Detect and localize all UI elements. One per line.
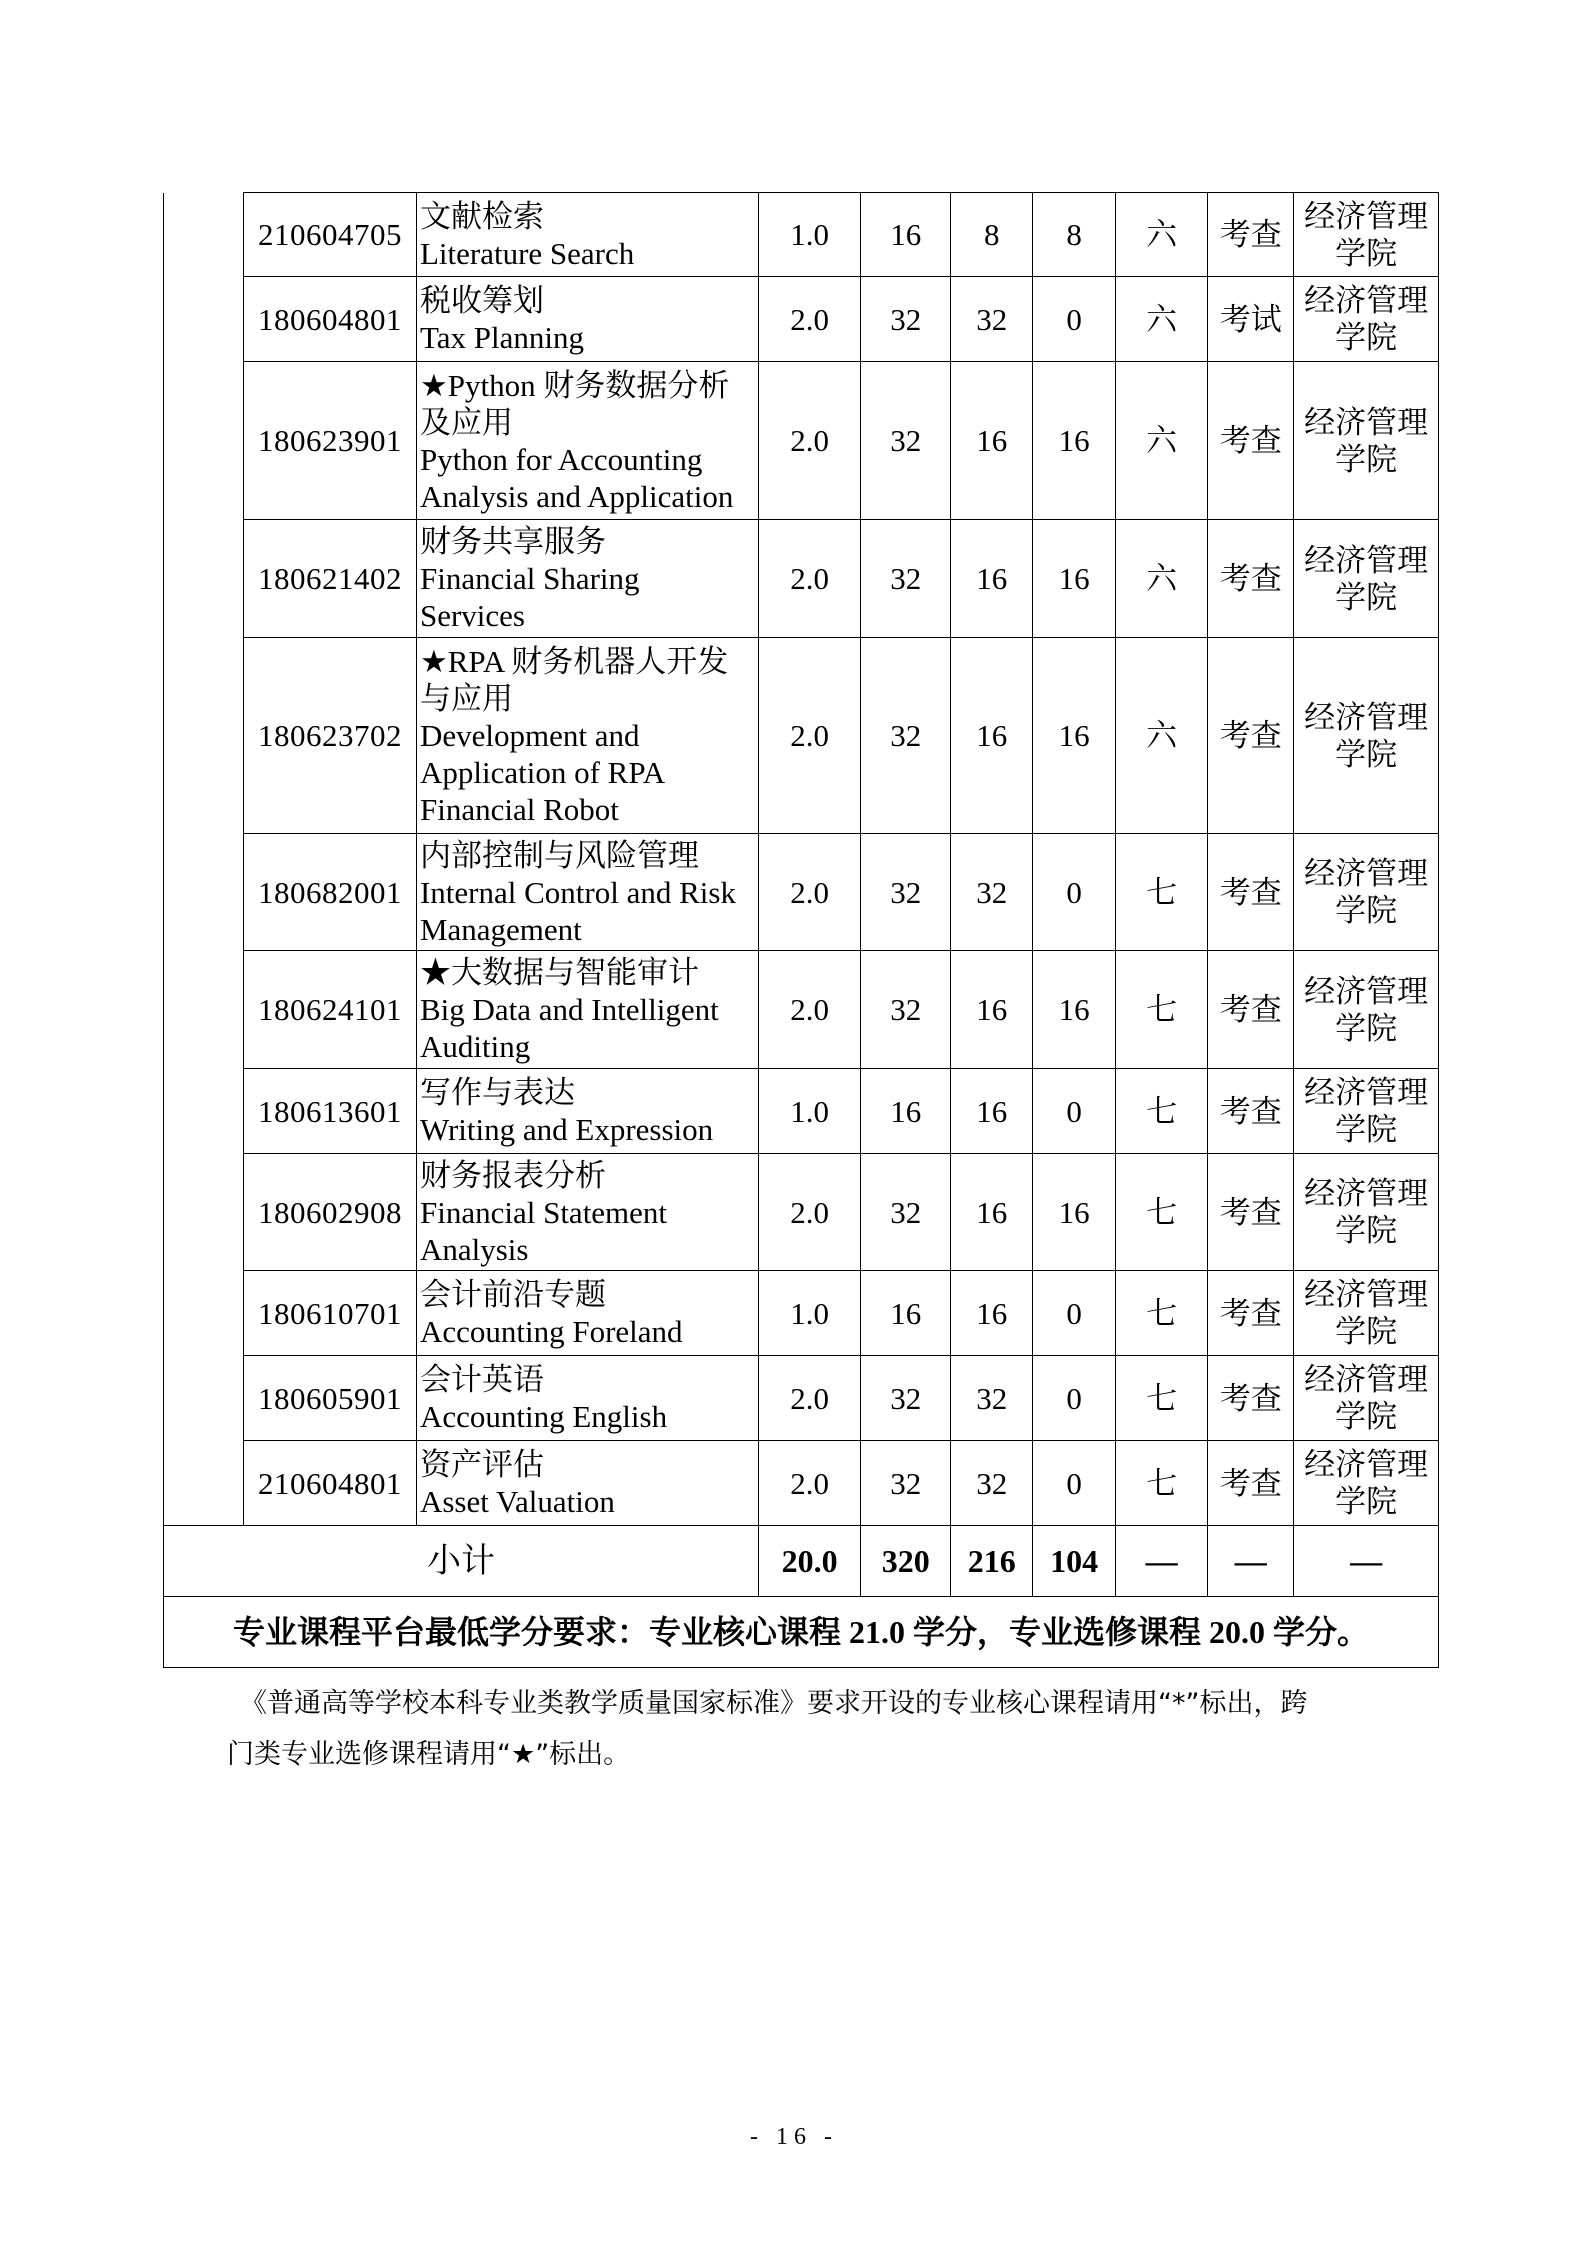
course-lecture-hours: 32 bbox=[951, 277, 1033, 362]
course-name-en: Financial Robot bbox=[419, 792, 619, 827]
course-assessment: 考试 bbox=[1208, 277, 1294, 362]
course-name-en: Application of RPA bbox=[419, 755, 666, 790]
course-department: 经济管理 学院 bbox=[1294, 638, 1439, 834]
course-assessment: 考查 bbox=[1208, 638, 1294, 834]
course-hours: 16 bbox=[861, 1069, 951, 1154]
course-practice-hours: 16 bbox=[1033, 362, 1116, 520]
course-name-en: Python for Accounting bbox=[419, 441, 703, 477]
course-name-cn: 税收筹划 bbox=[419, 283, 544, 318]
course-hours: 32 bbox=[861, 951, 951, 1069]
course-code: 180613601 bbox=[243, 1069, 416, 1154]
course-name-en: Tax Planning bbox=[419, 320, 584, 355]
course-name bbox=[416, 1271, 758, 1356]
course-code: 210604801 bbox=[243, 1441, 416, 1526]
course-credits: 1.0 bbox=[758, 1069, 860, 1154]
course-name bbox=[416, 1069, 758, 1154]
course-name bbox=[416, 1441, 758, 1526]
course-department: 经济管理 学院 bbox=[1294, 1441, 1439, 1526]
course-semester: 七 bbox=[1116, 1356, 1208, 1441]
course-code: 180682001 bbox=[243, 834, 416, 951]
course-department: 经济管理 学院 bbox=[1294, 520, 1439, 638]
course-name-en: Analysis bbox=[419, 1231, 529, 1267]
course-credits: 2.0 bbox=[758, 362, 860, 520]
subtotal-department: — bbox=[1294, 1526, 1439, 1597]
course-department: 经济管理 学院 bbox=[1294, 951, 1439, 1069]
course-practice-hours: 0 bbox=[1033, 277, 1116, 362]
course-name bbox=[416, 834, 758, 951]
course-assessment: 考查 bbox=[1208, 1069, 1294, 1154]
course-practice-hours: 16 bbox=[1033, 520, 1116, 638]
course-hours: 32 bbox=[861, 1356, 951, 1441]
course-name bbox=[416, 520, 758, 638]
credit-requirement: 专业课程平台最低学分要求：专业核心课程 21.0 学分，专业选修课程 20.0 学分。 bbox=[164, 1597, 1439, 1668]
table-row bbox=[164, 520, 1439, 638]
course-credits: 2.0 bbox=[758, 1441, 860, 1526]
course-code: 180623901 bbox=[243, 362, 416, 520]
requirement-row bbox=[164, 1597, 1439, 1668]
course-code: 180610701 bbox=[243, 1271, 416, 1356]
course-hours: 16 bbox=[861, 1271, 951, 1356]
course-name bbox=[416, 277, 758, 362]
course-assessment: 考查 bbox=[1208, 362, 1294, 520]
course-name-cn: 会计英语 bbox=[419, 1362, 544, 1397]
table-row bbox=[164, 951, 1439, 1069]
table-row bbox=[164, 362, 1439, 520]
table-row bbox=[164, 1271, 1439, 1356]
course-name-en: Services bbox=[419, 598, 525, 633]
course-credits: 2.0 bbox=[758, 520, 860, 638]
course-name bbox=[416, 1154, 758, 1271]
course-name-en: Internal Control and Risk bbox=[419, 874, 736, 910]
course-hours: 32 bbox=[861, 638, 951, 834]
course-credits: 2.0 bbox=[758, 951, 860, 1069]
course-department: 经济管理 学院 bbox=[1294, 1154, 1439, 1271]
course-lecture-hours: 32 bbox=[951, 1356, 1033, 1441]
course-practice-hours: 0 bbox=[1033, 1356, 1116, 1441]
table-row bbox=[164, 1069, 1439, 1154]
course-credits: 1.0 bbox=[758, 193, 860, 277]
course-credits: 2.0 bbox=[758, 1154, 860, 1271]
course-code: 180624101 bbox=[243, 951, 416, 1069]
course-department: 经济管理 学院 bbox=[1294, 1271, 1439, 1356]
course-name-cn: ★大数据与智能审计 bbox=[419, 955, 699, 990]
course-semester: 六 bbox=[1116, 362, 1208, 520]
course-name bbox=[416, 1356, 758, 1441]
course-practice-hours: 8 bbox=[1033, 193, 1116, 277]
course-table-body bbox=[164, 193, 1439, 1668]
course-name-en: Big Data and Intelligent bbox=[419, 992, 719, 1027]
course-table bbox=[163, 192, 1439, 1668]
table-row bbox=[164, 638, 1439, 834]
course-assessment: 考查 bbox=[1208, 193, 1294, 277]
course-code: 180604801 bbox=[243, 277, 416, 362]
course-department: 经济管理 学院 bbox=[1294, 1069, 1439, 1154]
course-name-en: Accounting English bbox=[419, 1399, 668, 1434]
course-name-en: Financial Statement bbox=[419, 1194, 668, 1230]
course-practice-hours: 0 bbox=[1033, 1441, 1116, 1526]
subtotal-practice-hours: 104 bbox=[1033, 1526, 1116, 1597]
table-row bbox=[164, 1441, 1439, 1526]
course-practice-hours: 16 bbox=[1033, 1154, 1116, 1271]
course-department: 经济管理 学院 bbox=[1294, 193, 1439, 277]
course-hours: 32 bbox=[861, 520, 951, 638]
course-lecture-hours: 16 bbox=[951, 1271, 1033, 1356]
course-name-en: Asset Valuation bbox=[419, 1484, 615, 1519]
course-department: 经济管理 学院 bbox=[1294, 277, 1439, 362]
table-row bbox=[164, 1154, 1439, 1271]
course-practice-hours: 0 bbox=[1033, 1069, 1116, 1154]
course-name-en: Financial Sharing bbox=[419, 561, 640, 596]
course-lecture-hours: 32 bbox=[951, 834, 1033, 951]
table-row bbox=[164, 193, 1439, 277]
subtotal-semester: — bbox=[1116, 1526, 1208, 1597]
course-name-cn: 资产评估 bbox=[419, 1447, 544, 1482]
course-lecture-hours: 16 bbox=[951, 638, 1033, 834]
course-semester: 六 bbox=[1116, 520, 1208, 638]
course-name bbox=[416, 951, 758, 1069]
course-assessment: 考查 bbox=[1208, 951, 1294, 1069]
course-practice-hours: 16 bbox=[1033, 638, 1116, 834]
course-semester: 七 bbox=[1116, 1069, 1208, 1154]
subtotal-credits: 20.0 bbox=[758, 1526, 860, 1597]
course-lecture-hours: 16 bbox=[951, 1069, 1033, 1154]
course-name-cn-cont: 与应用 bbox=[419, 681, 513, 716]
course-name-en: Management bbox=[419, 911, 582, 947]
subtotal-row bbox=[164, 1526, 1439, 1597]
course-code: 210604705 bbox=[243, 193, 416, 277]
course-credits: 2.0 bbox=[758, 1356, 860, 1441]
course-code: 180623702 bbox=[243, 638, 416, 834]
course-name-en: Development and bbox=[419, 718, 640, 753]
course-credits: 2.0 bbox=[758, 638, 860, 834]
course-lecture-hours: 16 bbox=[951, 520, 1033, 638]
course-department: 经济管理 学院 bbox=[1294, 362, 1439, 520]
course-lecture-hours: 16 bbox=[951, 1154, 1033, 1271]
course-department: 经济管理 学院 bbox=[1294, 834, 1439, 951]
footnote-line-2: 门类专业选修课程请用“★”标出。 bbox=[227, 1739, 631, 1770]
course-hours: 16 bbox=[861, 193, 951, 277]
course-hours: 32 bbox=[861, 1154, 951, 1271]
course-practice-hours: 0 bbox=[1033, 834, 1116, 951]
course-name-en: Analysis and Application bbox=[419, 478, 734, 514]
course-assessment: 考查 bbox=[1208, 1154, 1294, 1271]
course-assessment: 考查 bbox=[1208, 1356, 1294, 1441]
course-name-en: Auditing bbox=[419, 1029, 531, 1064]
footnote-line-1: 《普通高等学校本科专业类教学质量国家标准》要求开设的专业核心课程请用“*”标出，跨 bbox=[240, 1688, 1308, 1719]
course-name-cn: ★Python 财务数据分析 bbox=[419, 367, 730, 403]
course-name-cn: 写作与表达 bbox=[419, 1075, 575, 1110]
course-name-en: Literature Search bbox=[419, 235, 635, 271]
course-hours: 32 bbox=[861, 1441, 951, 1526]
course-name bbox=[416, 193, 758, 277]
course-assessment: 考查 bbox=[1208, 1271, 1294, 1356]
course-assessment: 考查 bbox=[1208, 834, 1294, 951]
course-code: 180605901 bbox=[243, 1356, 416, 1441]
table-row bbox=[164, 1356, 1439, 1441]
course-name-cn: 财务报表分析 bbox=[419, 1157, 606, 1193]
course-assessment: 考查 bbox=[1208, 1441, 1294, 1526]
course-name-cn-cont: 及应用 bbox=[419, 404, 513, 440]
subtotal-hours: 320 bbox=[861, 1526, 951, 1597]
course-semester: 七 bbox=[1116, 1271, 1208, 1356]
course-assessment: 考查 bbox=[1208, 520, 1294, 638]
course-lecture-hours: 16 bbox=[951, 951, 1033, 1069]
course-credits: 2.0 bbox=[758, 834, 860, 951]
subtotal-lecture-hours: 216 bbox=[951, 1526, 1033, 1597]
course-semester: 七 bbox=[1116, 1441, 1208, 1526]
course-hours: 32 bbox=[861, 834, 951, 951]
course-hours: 32 bbox=[861, 277, 951, 362]
course-semester: 七 bbox=[1116, 834, 1208, 951]
course-credits: 1.0 bbox=[758, 1271, 860, 1356]
course-code: 180602908 bbox=[243, 1154, 416, 1271]
course-semester: 七 bbox=[1116, 951, 1208, 1069]
course-name-cn: 文献检索 bbox=[419, 198, 544, 234]
course-practice-hours: 0 bbox=[1033, 1271, 1116, 1356]
course-department: 经济管理 学院 bbox=[1294, 1356, 1439, 1441]
page-number: - 16 - bbox=[750, 2124, 838, 2150]
course-lecture-hours: 16 bbox=[951, 362, 1033, 520]
course-name-cn: 会计前沿专题 bbox=[419, 1277, 606, 1312]
course-code: 180621402 bbox=[243, 520, 416, 638]
course-lecture-hours: 32 bbox=[951, 1441, 1033, 1526]
course-name-cn: ★RPA 财务机器人开发 bbox=[419, 644, 729, 679]
subtotal-assessment: — bbox=[1208, 1526, 1294, 1597]
course-lecture-hours: 8 bbox=[951, 193, 1033, 277]
course-practice-hours: 16 bbox=[1033, 951, 1116, 1069]
course-name bbox=[416, 362, 758, 520]
subtotal-label: 小计 bbox=[164, 1526, 759, 1597]
course-semester: 六 bbox=[1116, 277, 1208, 362]
course-semester: 六 bbox=[1116, 638, 1208, 834]
course-credits: 2.0 bbox=[758, 277, 860, 362]
course-name-cn: 内部控制与风险管理 bbox=[419, 837, 699, 873]
course-hours: 32 bbox=[861, 362, 951, 520]
course-name-en: Accounting Foreland bbox=[419, 1314, 683, 1349]
course-semester: 七 bbox=[1116, 1154, 1208, 1271]
category-group-cell bbox=[164, 193, 244, 1526]
course-name bbox=[416, 638, 758, 834]
table-row bbox=[164, 277, 1439, 362]
course-name-en: Writing and Expression bbox=[419, 1112, 714, 1147]
table-row bbox=[164, 834, 1439, 951]
course-name-cn: 财务共享服务 bbox=[419, 524, 606, 559]
course-semester: 六 bbox=[1116, 193, 1208, 277]
